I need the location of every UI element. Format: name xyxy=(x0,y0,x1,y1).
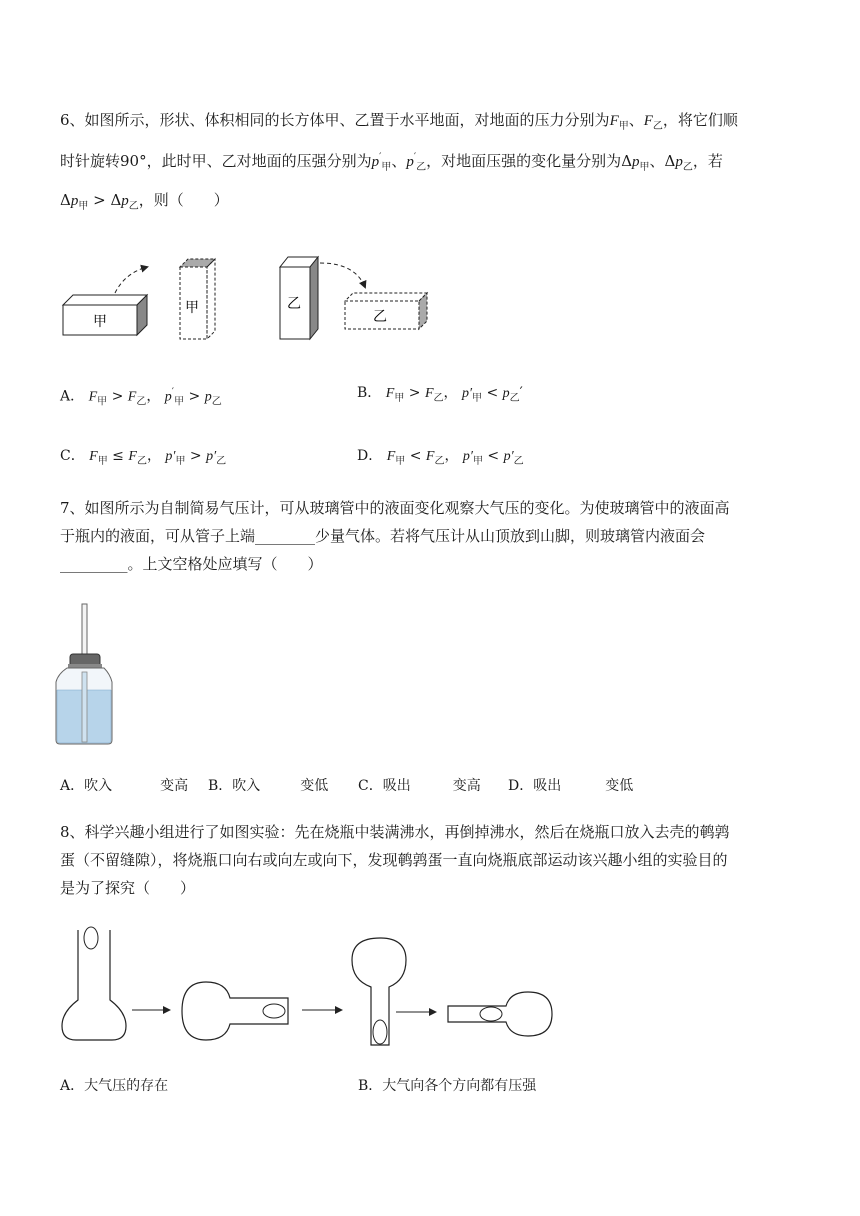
q6-line2-mid: ，对地面压强的变化量分别为 xyxy=(426,152,622,170)
q8-option-b[interactable]: B．大气向各个方向都有压强 xyxy=(358,1078,537,1094)
q6-line1-text: 6、如图所示，形状、体积相同的长方体甲、乙置于水平地面，对地面的压力分别为 xyxy=(60,111,610,129)
q6-line3-end: ，则（ ） xyxy=(138,191,229,209)
q6-option-b[interactable]: B． $F_甲 > F_乙$， $p'_甲 < p_乙'$ xyxy=(357,385,523,404)
q8-stem-line2: 蛋（不留缝隙），将烧瓶口向右或向左或向下，发现鹌鹑蛋一直向烧瓶底部运动该兴趣小组的实验目的 xyxy=(60,851,728,869)
q6-line2-end: ，若 xyxy=(692,152,723,170)
q6-fig-label-jia-2: 甲 xyxy=(185,300,199,316)
q8-flask-down xyxy=(352,938,406,1045)
q7-stem-line2: 于瓶内的液面，可从管子上端________少量气体。若将气压计从山顶放到山脚，则玻璃管内液面会 xyxy=(60,527,706,545)
q8-option-a[interactable]: A．大气压的存在 xyxy=(60,1078,169,1094)
q8-egg-2 xyxy=(263,1004,285,1018)
q6-block-yi-lying xyxy=(345,293,427,329)
q8-stem-line1: 8、科学兴趣小组进行了如图实验：先在烧瓶中装满沸水，再倒掉沸水，然后在烧瓶口放入去壳的鹌鹑 xyxy=(60,823,730,841)
q6-fig-label-yi-1: 乙 xyxy=(287,296,301,312)
q7-barometer-figure xyxy=(52,602,122,752)
q6-line2-pre: 时针旋转90°，此时甲、乙对地面的压强分别为 xyxy=(60,152,372,170)
q7-stem-line1: 7、如图所示为自制简易气压计，可从玻璃管中的液面变化观察大气压的变化。为使玻璃管中的液面高 xyxy=(60,499,730,517)
q7-option-a[interactable]: A．吹入 变高 xyxy=(60,778,189,794)
q8-flask-left xyxy=(448,992,552,1036)
q8-flask-right xyxy=(182,982,288,1040)
q6-option-c[interactable]: C． $F_甲 \le F_乙$， $p'_甲 > p'_乙$ xyxy=(60,448,227,467)
q6-fig-label-yi-2: 乙 xyxy=(373,309,387,325)
q6-line1-tail: ，将它们顺 xyxy=(662,111,738,129)
q6-block-yi-standing xyxy=(280,257,318,339)
q8-stem-line3: 是为了探究（ ） xyxy=(60,879,196,897)
q6-option-a[interactable]: A． $F_甲 > F_乙$， $p'_甲 > p_乙$ xyxy=(60,387,222,408)
q7-option-b[interactable]: B．吹入 变低 xyxy=(208,778,329,794)
q8-flask-upright xyxy=(62,927,126,1040)
q6-arrow-jia xyxy=(115,267,147,293)
q6-option-d[interactable]: D． $F_甲 < F_乙$， $p'_甲 < p'_乙$ xyxy=(357,448,524,467)
q8-egg-3 xyxy=(373,1020,387,1044)
q6-stem-line3: $\Delta p_甲 > \Delta p_乙$，则（ ） xyxy=(60,191,229,212)
q6-arrow-yi xyxy=(320,263,365,287)
q7-option-d[interactable]: D．吸出 变低 xyxy=(508,778,634,794)
q6-stem-line2: 时针旋转90°，此时甲、乙对地面的压强分别为$p'_甲$、$p'_乙$，对地面压强的变化量分别为$\Delta p_甲$、$\Delta p_乙$，若 xyxy=(60,152,723,173)
q6-block-jia-standing xyxy=(180,259,215,339)
q8-egg-1 xyxy=(84,927,98,949)
q7-stem-line3: _________。上文空格处应填写（ ） xyxy=(60,555,323,573)
q6-block-jia-lying xyxy=(63,295,147,335)
q8-egg-4 xyxy=(480,1007,502,1021)
q6-sub-jia: 甲 xyxy=(618,121,629,132)
q6-figure xyxy=(55,245,495,345)
q8-flask-figure xyxy=(58,922,558,1052)
q6-stem-line1: 6、如图所示，形状、体积相同的长方体甲、乙置于水平地面，对地面的压力分别为$F_甲$、$F_乙$，将它们顺 xyxy=(60,111,738,132)
q6-fig-label-jia-1: 甲 xyxy=(93,314,107,330)
q7-option-c[interactable]: C．吸出 变高 xyxy=(358,778,481,794)
